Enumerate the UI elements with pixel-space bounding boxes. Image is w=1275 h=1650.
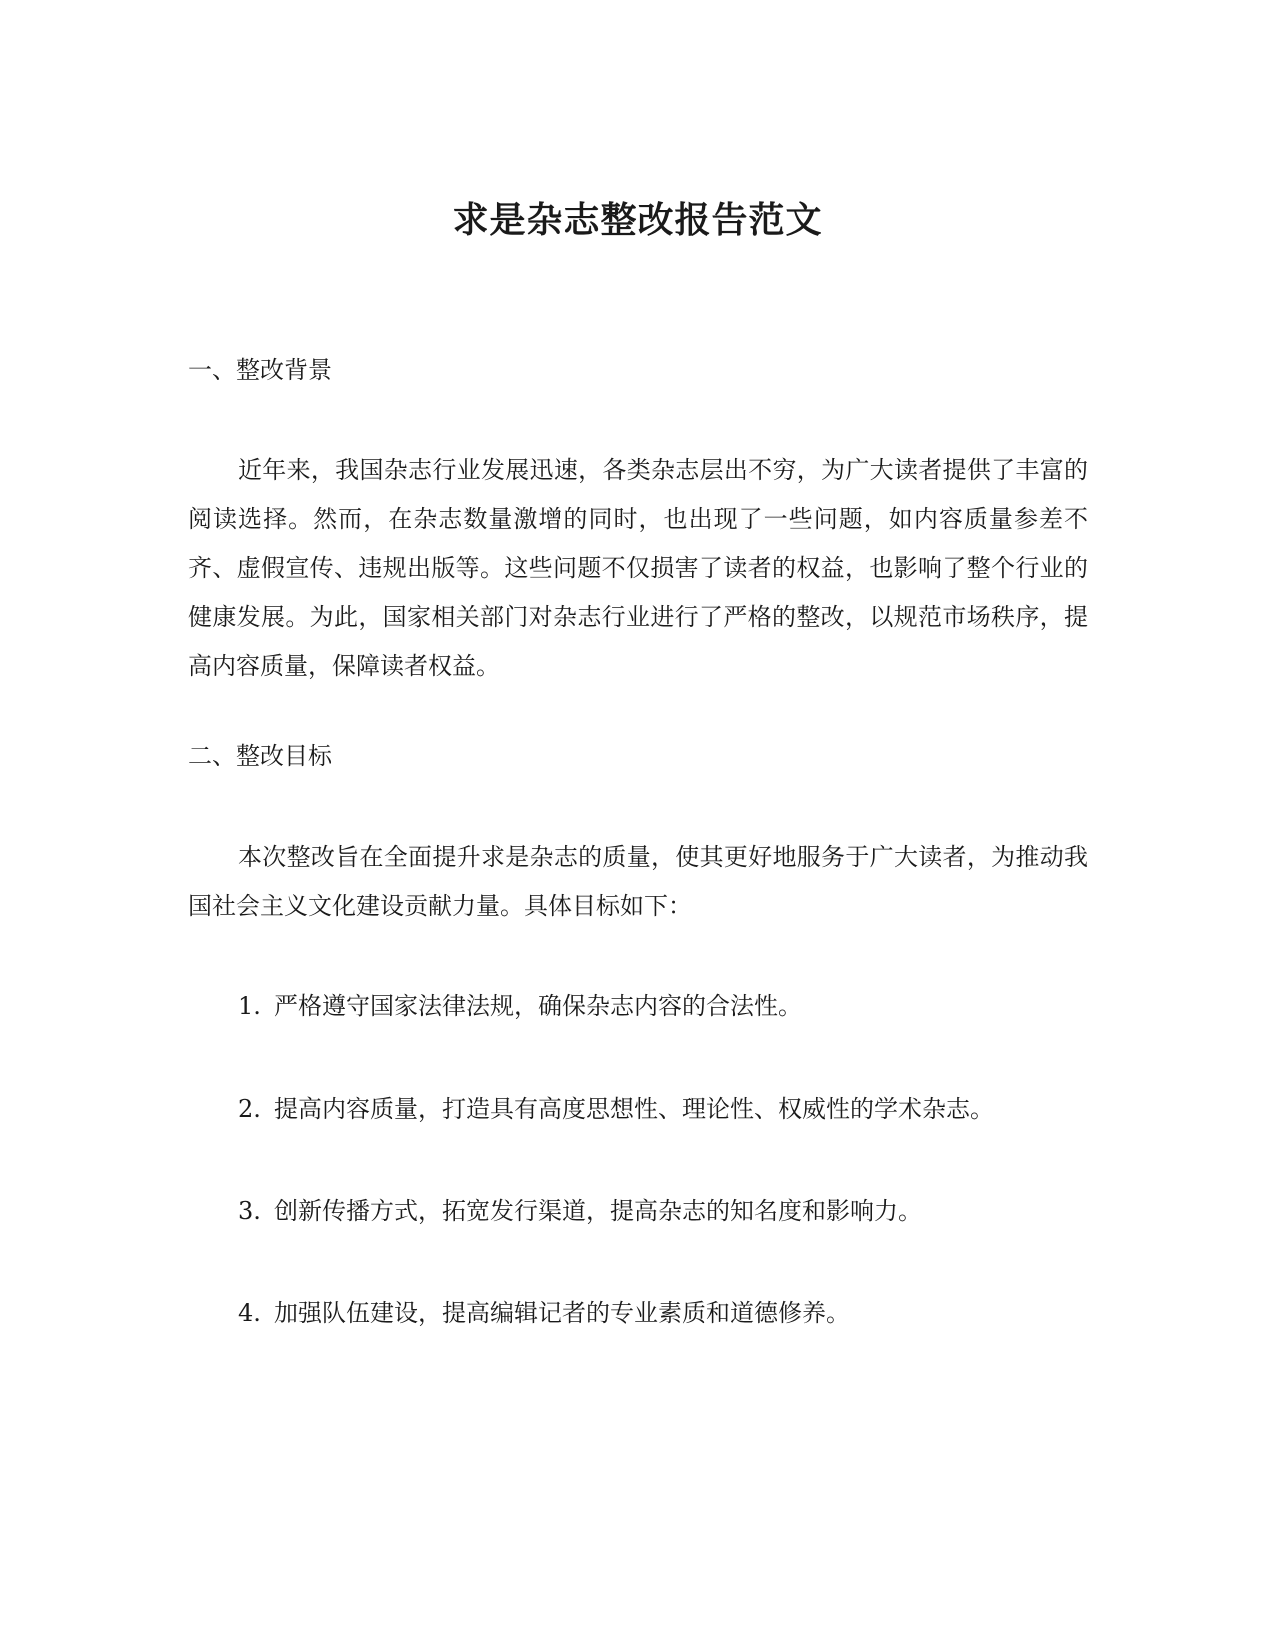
goal-text: 创新传播方式，拓宽发行渠道，提高杂志的知名度和影响力。 [274,1197,922,1225]
goal-number: 3. [238,1197,261,1225]
goal-number: 4. [238,1299,261,1327]
section-heading-goals: 二、整改目标 [188,742,332,770]
section-heading-background: 一、整改背景 [188,356,332,384]
goal-text: 加强队伍建设，提高编辑记者的专业素质和道德修养。 [274,1299,850,1327]
goal-item-3 [238,1195,922,1227]
goal-item-4 [238,1297,850,1329]
goal-number: 2. [238,1095,261,1123]
document-title: 求是杂志整改报告范文 [452,199,823,241]
goal-number: 1. [238,992,261,1020]
section-paragraph-background: 近年来，我国杂志行业发展迅速，各类杂志层出不穷，为广大读者提供了丰富的阅读选择。然而，在杂志数量激增的同时，也出现了一些问题，如内容质量参差不齐、虚假宣传、违规出版等。这些问题不仅损害了读者的权益，也影响了整个行业的健康发展。为此，国家相关部门对杂志行业进行了严格的整改，以规范市场秩序，提高内容质量，保障读者权益。 [188,456,1088,680]
goal-text: 严格遵守国家法律法规，确保杂志内容的合法性。 [274,992,802,1020]
section-paragraph-goals: 本次整改旨在全面提升求是杂志的质量，使其更好地服务于广大读者，为推动我国社会主义文化建设贡献力量。具体目标如下： [188,843,1088,920]
goal-item-2 [238,1093,994,1125]
goal-text: 提高内容质量，打造具有高度思想性、理论性、权威性的学术杂志。 [274,1095,994,1123]
goal-item-1 [238,990,802,1022]
